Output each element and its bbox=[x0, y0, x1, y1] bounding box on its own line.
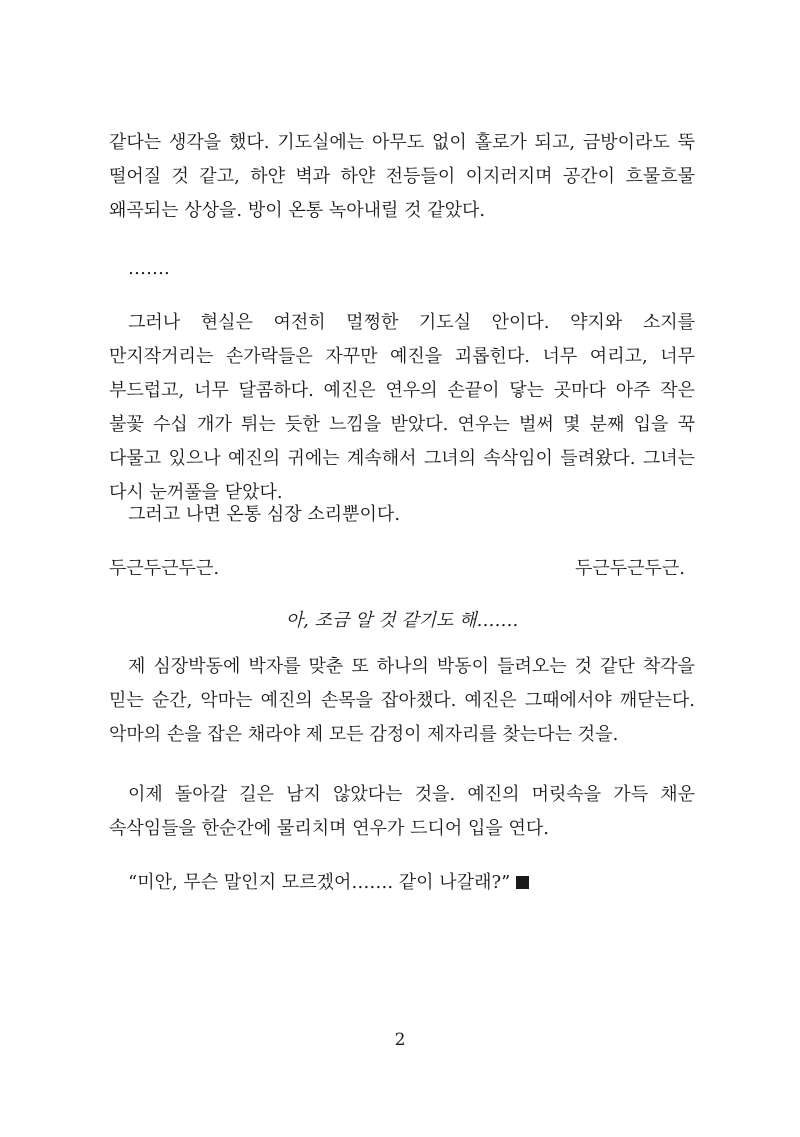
paragraph-1-block bbox=[109, 126, 695, 228]
heartbeat-right: 두근두근두근. bbox=[574, 558, 685, 579]
paragraph-5: 제 심장박동에 박자를 맞춘 또 하나의 박동이 들려오는 것 같단 착각을 믿는 순간, 악마는 예진의 손목을 잡아챘다. 예진은 그때에서야 깨닫는다. 악마의 손을 잡은 채라야 제 모든 감정이 제자리를 찾는다는 것을. bbox=[109, 656, 695, 745]
heartbeat-row bbox=[109, 552, 685, 586]
black-square-icon bbox=[516, 876, 529, 889]
paragraph-4-block bbox=[109, 498, 695, 532]
paragraph-6: 이제 돌아갈 길은 남지 않았다는 것을. 예진의 머릿속을 가득 채운 속삭임들을 한순간에 물리치며 연우가 드디어 입을 연다. bbox=[109, 784, 695, 839]
paragraph-7 bbox=[109, 866, 695, 900]
paragraph-1: 같다는 생각을 했다. 기도실에는 아무도 없이 홀로가 되고, 금방이라도 뚝 떨어질 것 같고, 하얀 벽과 하얀 전등들이 이지러지며 공간이 흐물흐물 왜곡되는 상상을. 방이 온통 녹아내릴 것 같았다. bbox=[109, 132, 695, 221]
paragraph-3: 그러나 현실은 여전히 멀쩡한 기도실 안이다. 약지와 소지를 만지작거리는 손가락들은 자꾸만 예진을 괴롭힌다. 너무 여리고, 너무 부드럽고, 너무 달콤하다. 예진은 연우의 손끝이 닿는 곳마다 아주 작은 불꽃 수십 개가 튀는 듯한 느낌을 받았다. 연우는 벌써 몇 분째 입을 꾹 다물고 있으나 예진의 귀에는 계속해서 그녀의 속삭임이 들려왔다. 그녀는 다시 눈꺼풀을 닫았다. bbox=[109, 312, 695, 503]
paragraph-4: 그러고 나면 온통 심장 소리뿐이다. bbox=[128, 504, 401, 525]
paragraph-7-block bbox=[109, 866, 695, 900]
italic-thought-line: 아, 조금 알 것 같기도 해……. bbox=[285, 610, 519, 631]
closing-dialogue: “미안, 무슨 말인지 모르겠어……. 같이 나갈래?” bbox=[128, 872, 511, 893]
page-number: 2 bbox=[394, 1030, 406, 1050]
paragraph-6-block bbox=[109, 778, 695, 846]
heartbeat-left: 두근두근두근. bbox=[109, 558, 220, 579]
paragraph-2-block bbox=[109, 252, 695, 286]
paragraph-3-block bbox=[109, 306, 695, 510]
ellipsis-paragraph: ……. bbox=[128, 258, 170, 279]
paragraph-5-block bbox=[109, 650, 695, 752]
